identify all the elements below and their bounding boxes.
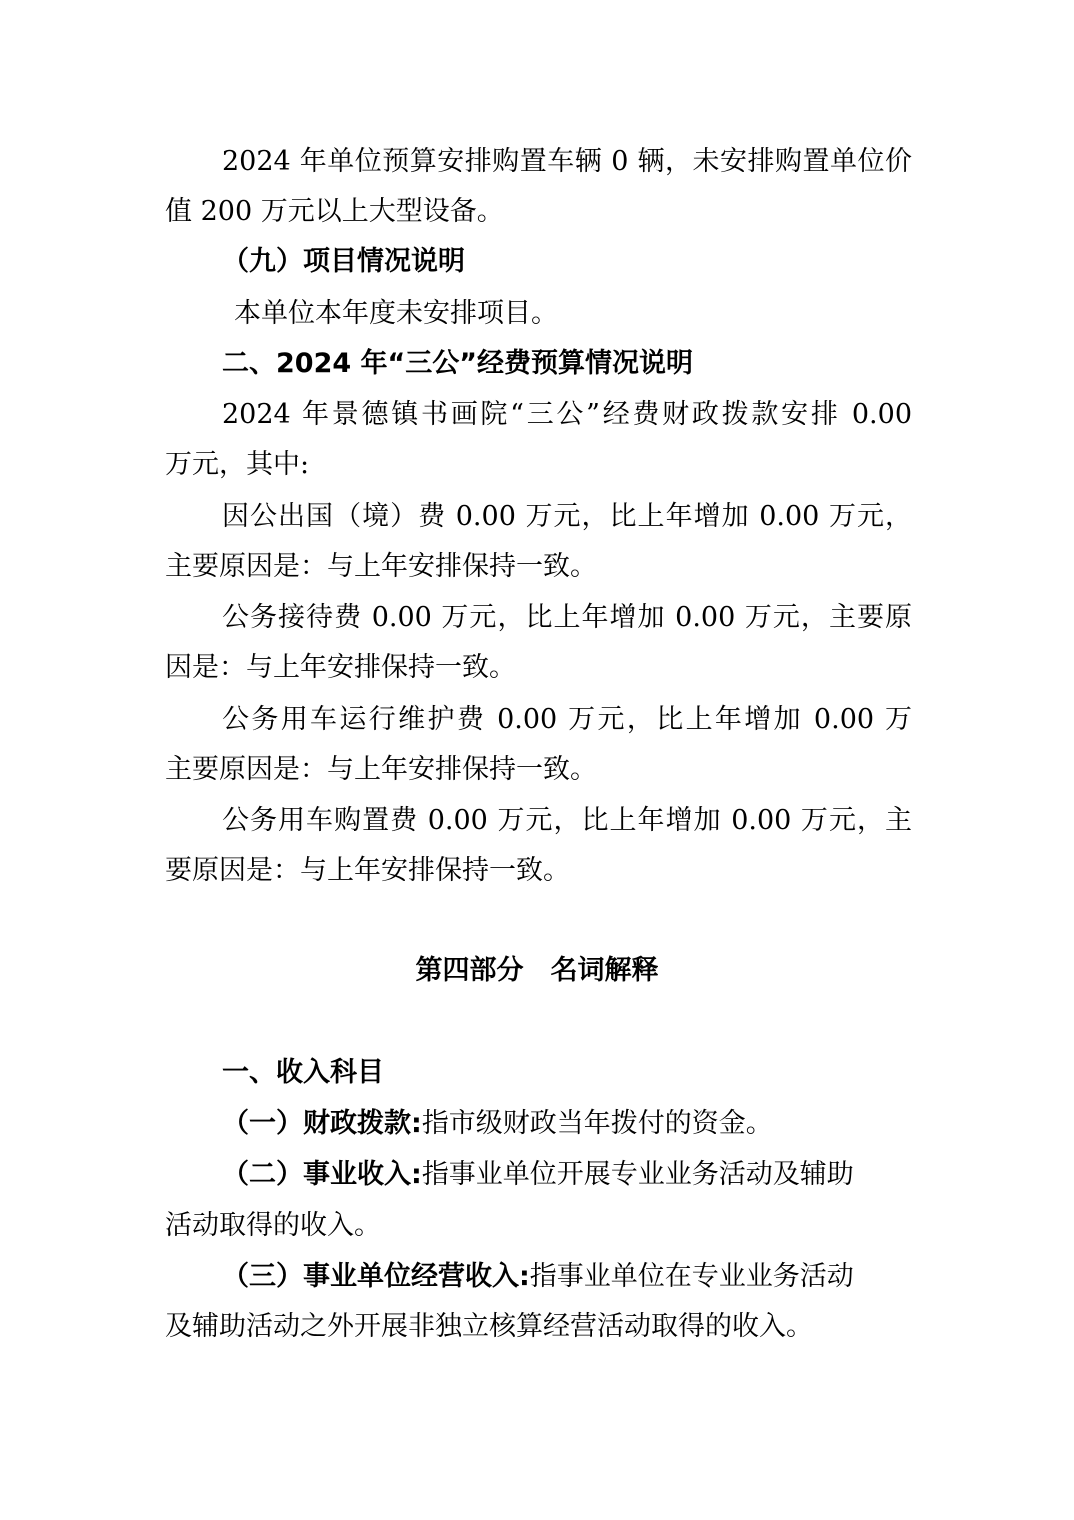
income-item-3 (222, 1259, 922, 1295)
paragraph-vehicle-line-1: 2024 年单位预算安排购置车辆 0 辆，未安排购置单位价 (222, 146, 912, 177)
three-public-intro-line-1: 2024 年景德镇书画院“三公”经费财政拨款安排 0.00 (222, 399, 912, 430)
part-four-title: 第四部分 名词解释 (415, 955, 659, 986)
abroad-expense-line-1: 因公出国（境）费 0.00 万元，比上年增加 0.00 万元， (222, 501, 912, 532)
reception-expense-line-2: 因是：与上年安排保持一致。 (165, 652, 516, 683)
vehicle-purchase-expense-line-1: 公务用车购置费 0.00 万元，比上年增加 0.00 万元，主 (222, 805, 912, 836)
income-item-2 (222, 1157, 922, 1193)
income-item-1 (222, 1106, 922, 1142)
income-item-2-line-2: 活动取得的收入。 (165, 1210, 381, 1241)
vehicle-ops-expense-line-1: 公务用车运行维护费 0.00 万元，比上年增加 0.00 万 (222, 704, 912, 735)
paragraph-vehicle-line-2: 值 200 万元以上大型设备。 (165, 196, 504, 227)
income-item-3-line-2: 及辅助活动之外开展非独立核算经营活动取得的收入。 (165, 1311, 813, 1342)
income-item-3-text: 指事业单位在专业业务活动 (529, 1261, 854, 1292)
income-item-1-text: 指市级财政当年拨付的资金。 (421, 1108, 773, 1139)
abroad-expense-line-2: 主要原因是：与上年安排保持一致。 (165, 551, 597, 582)
income-item-2-text: 指事业单位开展专业业务活动及辅助 (421, 1159, 854, 1190)
reception-expense-line-1: 公务接待费 0.00 万元，比上年增加 0.00 万元，主要原 (222, 602, 912, 633)
paragraph-project: 本单位本年度未安排项目。 (234, 298, 558, 329)
income-item-1-label: （一）财政拨款: (222, 1108, 422, 1139)
three-public-intro-line-2: 万元，其中: (165, 449, 310, 480)
income-item-3-label: （三）事业单位经营收入: (222, 1261, 530, 1292)
income-heading: 一、收入科目 (222, 1057, 384, 1088)
three-public-heading: 二、2024 年“三公”经费预算情况说明 (222, 348, 694, 379)
vehicle-purchase-expense-line-2: 要原因是：与上年安排保持一致。 (165, 855, 570, 886)
income-item-2-label: （二）事业收入: (222, 1159, 422, 1190)
vehicle-ops-expense-line-2: 主要原因是：与上年安排保持一致。 (165, 754, 597, 785)
section-nine-heading: （九）项目情况说明 (222, 246, 465, 277)
